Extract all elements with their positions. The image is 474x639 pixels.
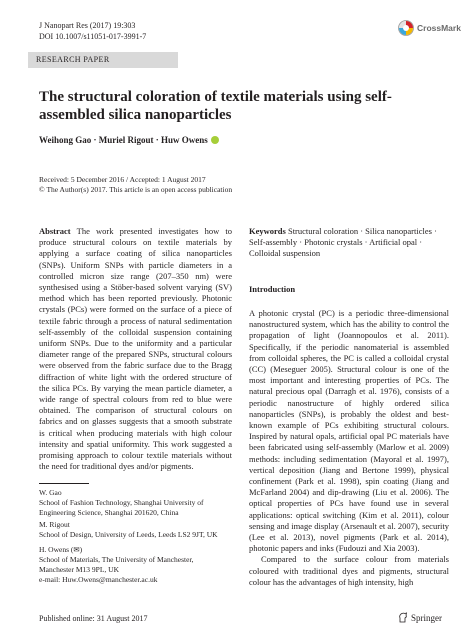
affiliation-line: Manchester M13 9PL, UK <box>39 565 119 574</box>
orcid-icon[interactable] <box>211 136 219 144</box>
received-accepted-line: Received: 5 December 2016 / Accepted: 1 August 2017 <box>39 175 206 184</box>
affiliation-line: School of Fashion Technology, Shanghai University of <box>39 498 204 507</box>
journal-header <box>39 20 146 42</box>
publisher-name: Springer <box>411 612 442 623</box>
keywords <box>249 226 449 260</box>
affiliation-name: W. Gao <box>39 488 62 497</box>
affiliation-line: School of Materials, The University of Manchester, <box>39 555 194 564</box>
affiliation-line: School of Design, University of Leeds, Leeds LS2 9JT, UK <box>39 530 218 539</box>
affiliation-name: H. Owens (✉) <box>39 545 83 554</box>
crossmark-badge[interactable] <box>398 20 461 36</box>
copyright-line: © The Author(s) 2017. This article is an open access publication <box>39 185 233 194</box>
crossmark-icon <box>398 20 414 36</box>
article-type-label: RESEARCH PAPER <box>36 55 110 64</box>
article-dates <box>39 175 232 195</box>
abstract <box>39 226 232 472</box>
doi-line[interactable]: DOI 10.1007/s11051-017-3991-7 <box>39 32 147 41</box>
keywords-text: Structural coloration · Silica nanoparticles · Self-assembly · Photonic crystals · Artificial opal · Colloidal suspension <box>249 226 437 259</box>
footnote-divider <box>39 483 89 484</box>
introduction-body <box>249 308 449 588</box>
journal-citation: J Nanopart Res (2017) 19:303 <box>39 21 136 30</box>
affiliation-owens <box>39 545 239 585</box>
email-link[interactable]: e-mail: Huw.Owens@manchester.ac.uk <box>39 575 158 584</box>
springer-horse-icon <box>398 612 408 623</box>
section-heading-introduction: Introduction <box>249 284 296 294</box>
publisher-logo <box>398 612 442 623</box>
author-names: Weihong Gao · Muriel Rigout · Huw Owens <box>39 135 208 145</box>
intro-paragraph-2: Compared to the surface colour from materials coloured with traditional dyes and pigments, structural colour has the advantages of high intensity, high <box>249 554 449 587</box>
abstract-label: Abstract <box>39 226 71 236</box>
article-type-banner <box>28 52 178 68</box>
article-title: The structural coloration of textile materials using self-assembled silica nanoparticles <box>39 89 392 123</box>
abstract-text: The work presented investigates how to produce structural colours on textile materials by applying a surface coating of silica nanoparticles (SNPs). Uniform SNPs with particle diameters in a controlled micron size range (207–350 nm) were synthesised using a Stöber-based solvent varying (SV) method which has been reported previously. Photonic crystals (PCs) were formed on the surface of a piece of textile fabric through a process of natural sedimentation self-assembly of the colloidal suspension containing uniform SNPs. Due to the uniformity and a particular diameter range of the prepared SNPs, structural colours were observed from the fabric surface due to the Bragg diffraction of white light with the ordered structure of the silica PCs. By varying the mean particle diameter, a wide range of spectral colours from red to blue were obtained. The comparison of structural colours on fabrics and on glasses suggests that a smooth substrate is critical when producing materials with high colour intensity and spatial uniformity. This work suggested a promising approach to colour textile materials without the need for traditional dyes and/or pigments. <box>39 226 232 472</box>
keywords-label: Keywords <box>249 226 286 236</box>
affiliation-line: Engineering Science, Shanghai 201620, China <box>39 508 179 517</box>
published-online: Published online: 31 August 2017 <box>39 614 148 623</box>
affiliation-name: M. Rigout <box>39 520 70 529</box>
author-list <box>39 135 219 145</box>
affiliation-gao <box>39 488 239 518</box>
crossmark-label: CrossMark <box>417 23 461 33</box>
intro-paragraph-1: A photonic crystal (PC) is a periodic three-dimensional nanostructured system, which has the ability to control the propagation of light (Joannopoulos et al. 2011). Specifically, if the periodic nanomaterial is assembled from colloidal spheres, the PC is called a colloidal crystal (CC) (Meseguer 2005). Structural colour is one of the most important and interesting properties of PCs. The natural precious opal (Darragh et al. 1976), consists of a periodic nanostructure of highly ordered silica nanoparticles (SNPs), is probably the oldest and best-known example of PCs exhibiting structural colours. Inspired by natural opals, artificial opal PC materials have been fabricated using self-assembly (Marlow et al. 2009) methods: including sedimentation (Mayoral et al. 1997), vertical deposition (Jiang and Bertone 1999), physical confinement (Park et al. 1998), spin coating (Jiang and McFarland 2004) and dip-drawing (Liu et al. 2006). The optical properties of PCs have found use in several applications: optical switching (Kim et al. 2011), colour sensing and image display (Arsenault et al. 2007), security (Lee et al. 2013), novel pigments (Park et al. 2014), photonic papers and inks (Fudouzi and Xia 2003). <box>249 308 449 554</box>
affiliation-rigout <box>39 520 239 540</box>
